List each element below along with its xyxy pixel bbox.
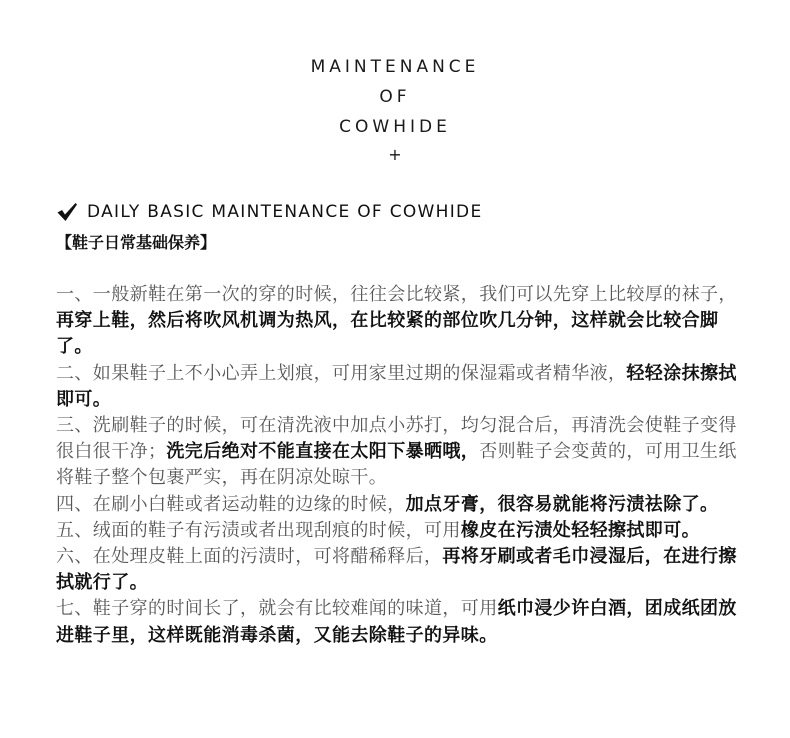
tip-emphasis: 轻轻涂抹擦拭即可。 <box>56 362 737 410</box>
section-heading-text: DAILY BASIC MAINTENANCE OF COWHIDE <box>87 202 483 222</box>
tip-item <box>56 596 746 648</box>
tip-text: 二、如果鞋子上不小心弄上划痕，可用家里过期的保湿霜或者精华液， <box>56 362 627 384</box>
tip-item <box>56 413 746 492</box>
tip-emphasis: 加点牙膏，很容易就能将污渍祛除了。 <box>405 493 719 515</box>
title-line-2: OF <box>379 87 411 107</box>
tip-emphasis: 再穿上鞋，然后将吹风机调为热风，在比较紧的部位吹几分钟，这样就会比较合脚了。 <box>56 310 719 358</box>
tip-emphasis: 洗完后绝对不能直接在太阳下暴晒哦， <box>166 441 480 463</box>
plus-icon: + <box>388 145 402 164</box>
tip-tail: 否则鞋子会变黄的，可用卫生纸将鞋子整个包裹严实，再在阴凉处晾干。 <box>56 441 737 489</box>
tip-text: 七、鞋子穿的时间长了，就会有比较难闻的味道，可用 <box>56 598 498 620</box>
tip-emphasis: 橡皮在污渍处轻轻擦拭即可。 <box>460 519 701 541</box>
tip-text: 一、一般新鞋在第一次的穿的时候，往往会比较紧，我们可以先穿上比较厚的袜子， <box>56 284 737 305</box>
tip-text: 三、洗刷鞋子的时候，可在清洗液中加点小苏打，均匀混合后，再清洗会使鞋子变得很白很干净； <box>56 415 737 463</box>
tip-item <box>56 361 746 413</box>
check-icon <box>56 201 78 223</box>
title-line-3: COWHIDE <box>339 117 451 137</box>
tip-emphasis: 纸巾浸少许白酒，团成纸团放进鞋子里，这样既能消毒杀菌，又能去除鞋子的异味。 <box>56 598 737 646</box>
tip-item <box>56 544 746 596</box>
section-subheading: 【鞋子日常基础保养】 <box>56 233 217 252</box>
tips-list <box>56 282 746 649</box>
tip-item <box>56 282 746 361</box>
tip-emphasis: 再将牙刷或者毛巾浸湿后，在进行擦拭就行了。 <box>56 546 737 594</box>
tip-text: 六、在处理皮鞋上面的污渍时，可将醋稀释后， <box>56 546 443 568</box>
tip-item <box>56 492 746 518</box>
tip-item <box>56 518 746 544</box>
title-block <box>0 52 790 168</box>
section-heading <box>56 199 483 225</box>
title-line-1: MAINTENANCE <box>310 57 480 77</box>
tip-text: 五、绒面的鞋子有污渍或者出现刮痕的时候，可用 <box>56 519 461 541</box>
tip-text: 四、在刷小白鞋或者运动鞋的边缘的时候， <box>56 493 406 515</box>
